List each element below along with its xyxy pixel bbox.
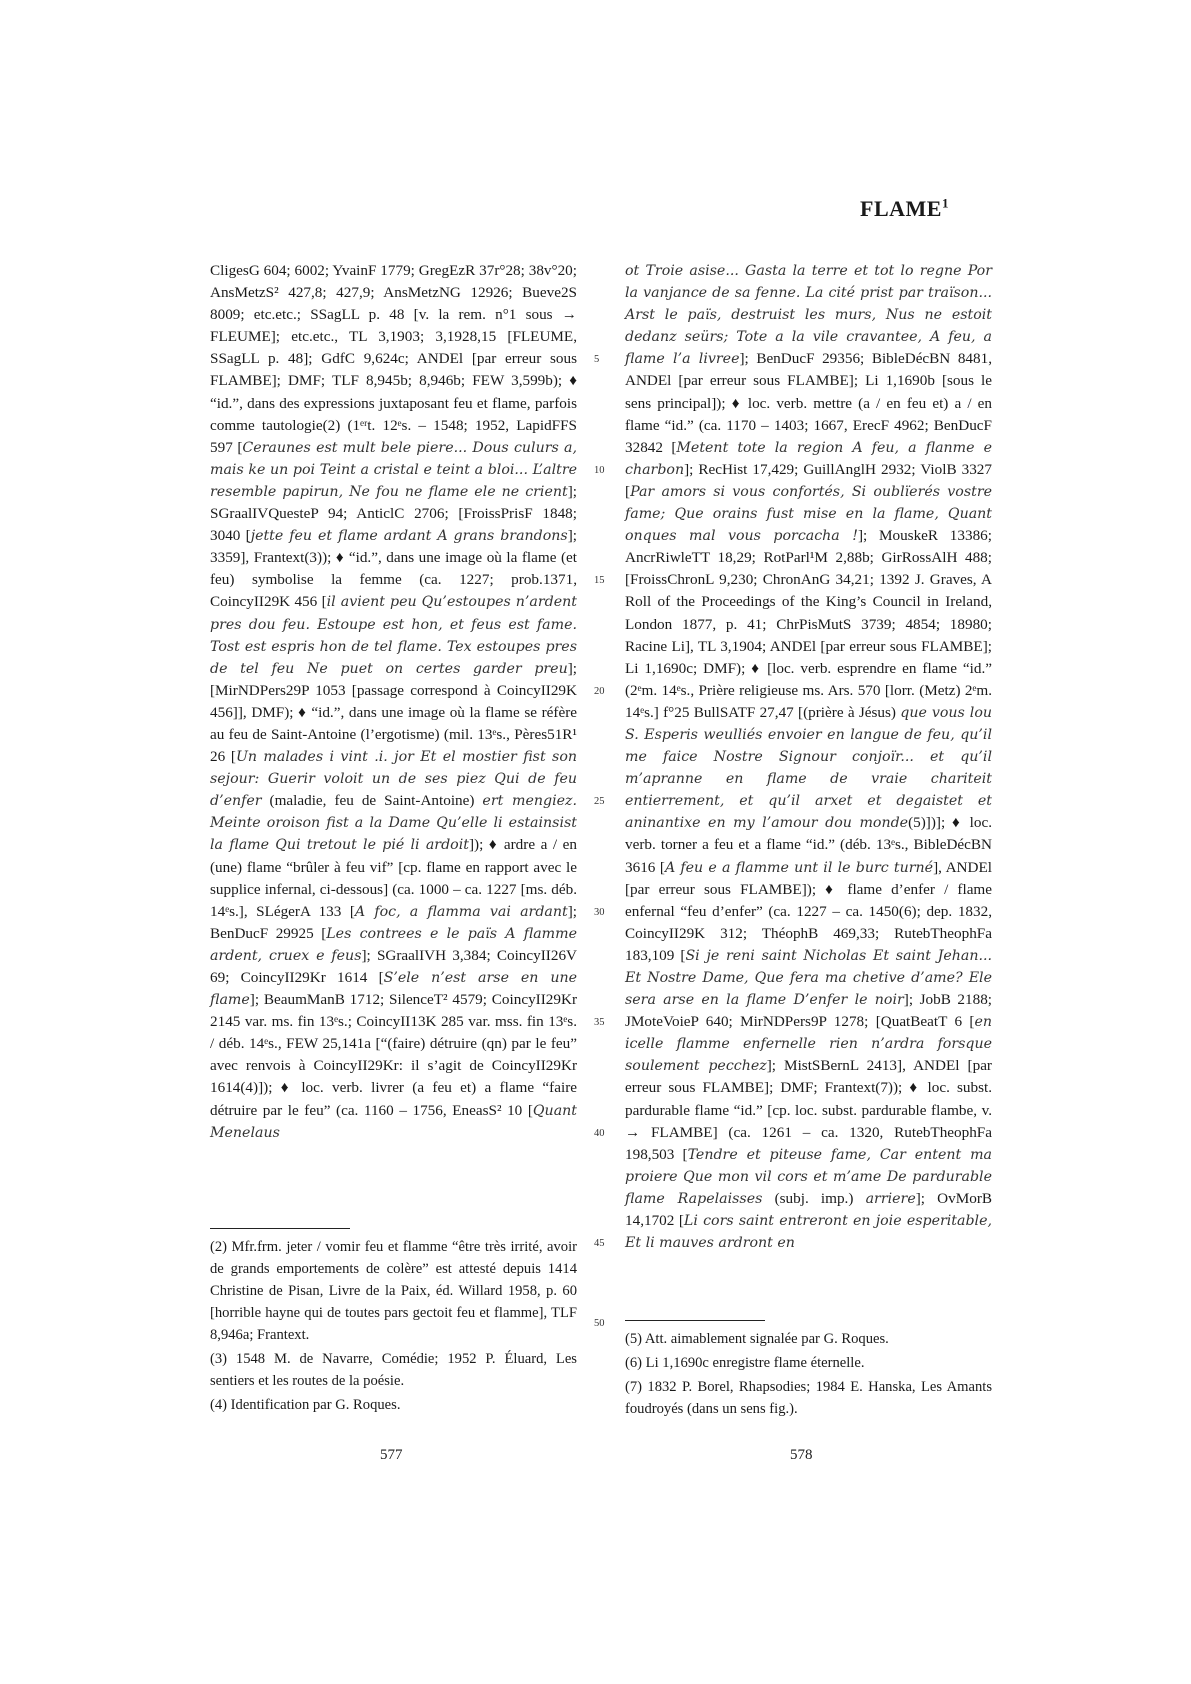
quote-run: Metent tote la region A feu, a flanme e charbon [625, 439, 993, 478]
quote-run: Ceraunes est mult bele piere... Dous culurs a, mais ke un poi Teint a cristal e teint a bloi... L’altre resemble papirun, Ne fou ne flame ele ne crient [210, 439, 577, 500]
text-run: (maladie, feu de Saint-Antoine) [261, 792, 483, 810]
footnotes-right [625, 1328, 992, 1422]
text-run: ], ANDEl [par erreur sous FLAMBE]); ♦ flame d’enfer / flame enfernal “feu d’enfer” (ca. 1227 – ca. 1450(6); dep. 1832, CoincyII29K 312; ThéophB 469,33; RutebTheophFa 183,109 [ [625, 858, 992, 964]
quote-run: S’ele n’est arse en une flame [210, 970, 577, 1009]
line-number: 35 [594, 1017, 605, 1028]
text-run: ]; BeaumManB 1712; SilenceT² 4579; CoincyII29Kr 2145 var. ms. fin 13ᵉs.; CoincyII13K 285 var. mss. fin 13ᵉs. / déb. 14ᵉs., FEW 25,141a [“(faire) détruire (qn) par le feu” avec renvois à CoincyII29Kr: il s’agit de CoincyII29Kr 1614(4)]); ♦ loc. verb. livrer (a feu et) a flame “faire détruire par le feu” (ca. 1160 – 1756, EneasS² 10 [ [210, 991, 577, 1119]
footnote-2: (2) Mfr.frm. jeter / vomir feu et flamme “être très irrité, avoir de grands emportements de colère” est attesté depuis 1414 Christine de Pisan, Livre de la Paix, éd. Willard 1958, p. 60 [horrible hayne qui de toutes pars gectoit feu et flamme], TLF 8,946a; Frantext. [210, 1239, 577, 1343]
quote-run: en icelle flamme enfernelle rien n’ardra forsque soulement pecchez [625, 1014, 992, 1075]
quote-run: jette feu et flame ardant A grans brandons [250, 528, 568, 545]
right-column-text [625, 260, 992, 1254]
quote-run: ot Troie asise... Gasta la terre et tot lo regne Por la vanjance de sa fenne. La cité prist par traïson... Arst le païs, destruist les murs, Nus ne estoit dedanz seürs; Tote a la vile cravantee, A feu, a flame l’a livree [625, 263, 992, 368]
quote-run: ert mengiez. Meinte oroison fist a la Dame Qu’elle li estainsist la flame Qui tretout le pié li ardoit [210, 793, 577, 854]
quote-run: Par amors si vous confortés, Si oublïerés vostre fame; Que orains fust mise en la flame, Quant onques mal vous porcacha ! [625, 483, 992, 545]
left-column-text [210, 260, 577, 1144]
footnote-4: (4) Identification par G. Roques. [210, 1397, 401, 1413]
text-run: ]; SGraalIVQuesteP 94; AnticlC 2706; [FroissPrisF 1848; 3040 [ [210, 482, 577, 545]
page-number-right: 578 [790, 1447, 813, 1463]
text-run: ]; MistSBernL 2413], ANDEl [par erreur sous FLAMBE]; DMF; Frantext(7)); ♦ loc. subst. pardurable flame “id.” [cp. loc. subst. pardurable flambe, v. → FLAMBE] (ca. 1261 – ca. 1320, RutebTheophFa 198,503 [ [625, 1057, 992, 1163]
quote-run: Un malades i vint .i. jor Et el mostier fist son sejour: Guerir voloit un de ses piez Qui de feu d’enfer [210, 749, 577, 810]
text-run: (subj. imp.) [762, 1189, 866, 1207]
text-run: (5)])]; ♦ loc. verb. torner a feu et a flame “id.” (déb. 13ᵉs., BibleDécBN 3616 [ [625, 814, 992, 876]
text-run: ]; BenDucF 29356; BibleDécBN 8481, ANDEl [par erreur sous FLAMBE]; Li 1,1690b [sous le sens principal]); ♦ loc. verb. mettre (a / en feu et) a / en flame “id.” (ca. 1170 – 1403; 1667, ErecF 4962; BenDucF 32842 [ [625, 350, 992, 456]
footnotes-left [210, 1236, 577, 1418]
text-run: ]; MouskeR 13386; AncrRiwleTT 18,29; RotParl¹M 2,88b; GirRossAlH 488; [FroissChronL 9,230; ChronAnG 34,21; 1392 J. Graves, A Roll of the Proceedings of the King’s Council in Ireland, London 1877, p. 41; ChrPisMutS 3739; 4854; 18980; Racine Li], TL 3,1904; ANDEl [par erreur sous FLAMBE]; Li 1,1690c; DMF); ♦ [loc. verb. esprendre en flame “id.” (2ᵉm. 14ᵉs., Prière religieuse ms. Ars. 570 [lorr. (Metz) 2ᵉm. 14ᵉs.] f°25 BullSATF 27,47 [(prière à Jésus) [625, 527, 992, 721]
footnote-rule-left [210, 1228, 350, 1229]
text-run: ]; OvMorB 14,1702 [ [625, 1189, 993, 1230]
quote-run: A feu e a flamme unt il le burc turné [664, 859, 934, 876]
text-run: ]; 3359], Frantext(3)); ♦ “id.”, dans une image où la flame (et feu) symbolise la femme (ca. 1227; prob.1371, CoincyII29K 456 [ [210, 527, 577, 611]
quote-run: que vous lou S. Esperis weulliés envoier en langue de feu, qu’il me faice Nostre Signour conjoïr... et qu’il m’apranne en flame de vraie chariteit entierrement, et qu’il arxet et degaistet et aninantixe en my l’amour dou monde [625, 704, 993, 832]
text-run: ]; JobB 2188; JMoteVoieP 640; MirNDPers9P 1278; [QuatBeatT 6 [ [625, 991, 993, 1031]
footnote-7: (7) 1832 P. Borel, Rhapsodies; 1984 E. Hanska, Les Amants foudroyés (dans un sens fig.). [625, 1379, 992, 1417]
text-run: ]; [MirNDPers29P 1053 [passage correspond à CoincyII29K 456]], DMF); ♦ “id.”, dans une image où la flame se réfère au feu de Saint-Antoine (l’ergotisme) (mil. 13ᵉs., Pères51R¹ 26 [ [210, 659, 577, 766]
line-number: 25 [594, 796, 605, 807]
footnote-6: (6) Li 1,1690c enregistre flame éternelle. [625, 1355, 865, 1371]
quote-run: arriere [865, 1190, 916, 1207]
right-column [625, 260, 992, 1254]
text-run: ]; BenDucF 29925 [ [210, 902, 578, 942]
footnote-3: (3) 1548 M. de Navarre, Comédie; 1952 P. Éluard, Les sentiers et les routes de la poésie. [210, 1351, 577, 1389]
headword-superscript: 1 [941, 195, 949, 211]
quote-run: il avient peu Qu’estoupes n’ardent pres dou feu. Estoupe est hon, et feus est fame. Tost est espris hon de tel flame. Tex estoupes pres de tel feu Ne puet on certes garder preu [210, 594, 577, 677]
line-number: 30 [594, 907, 605, 918]
footnote-rule-right [625, 1320, 765, 1321]
quote-run: Quant Menelaus [210, 1102, 577, 1141]
quote-run: Les contrees e le païs A flamme ardent, cruex e feus [210, 925, 577, 964]
footnote-5: (5) Att. aimablement signalée par G. Roques. [625, 1331, 889, 1347]
line-number: 50 [594, 1318, 605, 1329]
page-number-left: 577 [380, 1447, 403, 1463]
quote-run: Tendre et piteuse fame, Car entent ma proiere Que mon vil cors et m’ame De pardurable flame Rapelaisses [625, 1146, 992, 1207]
line-number: 40 [594, 1128, 605, 1139]
quote-run: A foc, a flamma vai ardant [354, 903, 568, 920]
text-run: CligesG 604; 6002; YvainF 1779; GregEzR 37r°28; 38v°20; AnsMetzS² 427,8; 427,9; AnsMetzNG 12926; Bueve2S 8009; etc.etc.; SSagLL p. 48 [v. la rem. n°1 sous → FLEUME]; etc.etc., TL 3,1903; 3,1928,15 [FLEUME, SSagLL p. 48]; GdfC 9,624c; ANDEl [par erreur sous FLAMBE]; DMF; TLF 8,945b; 8,946b; FEW 3,599b); ♦ “id.”, dans des expressions juxtaposant feu et flame, parfois comme tautologie(2) (1ᵉʳt. 12ᵉs. – 1548; 1952, LapidFFS 597 [ [210, 262, 577, 456]
text-run: ]; RecHist 17,429; GuillAnglH 2932; ViolB 3327 [ [625, 460, 992, 500]
text-run: ]; SGraalIVH 3,384; CoincyII26V 69; CoincyII29Kr 1614 [ [210, 946, 578, 986]
left-column [210, 260, 577, 1144]
line-number: 15 [594, 575, 605, 586]
line-number: 20 [594, 686, 605, 697]
line-number: 10 [594, 465, 605, 476]
line-number: 45 [594, 1238, 605, 1249]
line-number: 5 [594, 354, 600, 365]
entry-headword: FLAME$^1$ [860, 195, 949, 221]
quote-run: Si je reni saint Nicholas Et saint Jehan... Et Nostre Dame, Que fera ma chetive d’ame? Ele sera arse en la flame D’enfer le noir [625, 947, 993, 1009]
text-run: ]); ♦ ardre a / en (une) flame “brûler à feu vif” [cp. flame en rapport avec le supplice infernal, ci-dessous] (ca. 1000 – ca. 1227 [ms. déb. 14ᵉs.], SLégerA 133 [ [210, 836, 578, 920]
quote-run: Li cors saint entreront en joie esperitable, Et li mauves ardront en [625, 1213, 992, 1252]
